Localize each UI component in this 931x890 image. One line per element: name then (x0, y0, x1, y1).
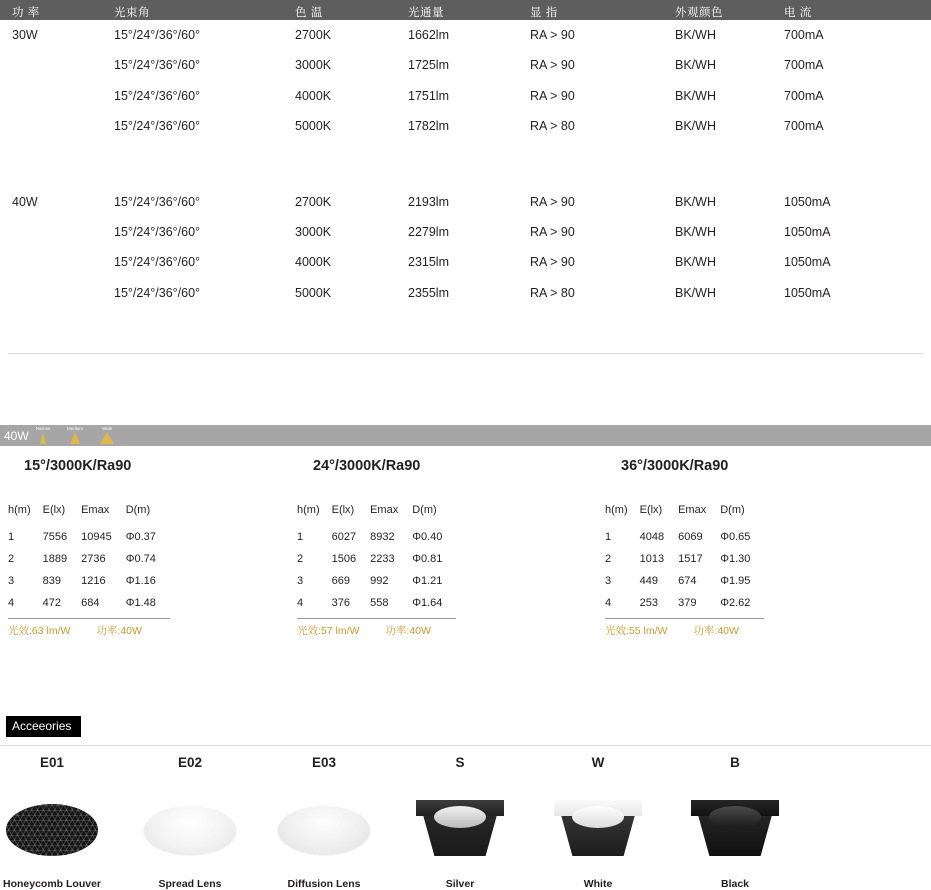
cell-cri: RA > 80 (530, 119, 575, 134)
accessories-section-label: Acceeories (6, 716, 81, 737)
accessory-item-e03[interactable] (254, 755, 394, 890)
efficacy-value: 光效:63 lm/W (8, 625, 71, 637)
cell-cct: 2700K (295, 194, 332, 209)
cell-diameter: Φ1.30 (720, 553, 751, 565)
photometrics-band (0, 425, 931, 446)
accessories-divider (0, 745, 931, 746)
cell-lumen: 2279lm (408, 224, 449, 239)
accessory-code: W (591, 755, 605, 770)
power-value: 功率:40W (693, 625, 739, 637)
col-height: h(m) (8, 504, 31, 516)
cell-height: 3 (605, 575, 612, 587)
cell-cri: RA > 90 (530, 255, 575, 270)
accessory-art (665, 798, 805, 862)
beam-wide-label: Wide (101, 426, 113, 431)
table-row (0, 187, 931, 217)
table-row (605, 526, 764, 548)
cell-beam: 15°/24°/36°/60° (114, 28, 201, 42)
diffusion-lens-icon (278, 806, 370, 854)
table-row (8, 548, 170, 570)
cell-cri: RA > 90 (530, 28, 575, 42)
cell-emax: 674 (678, 575, 697, 587)
cell-diameter: Φ0.40 (412, 531, 443, 543)
cell-height: 4 (297, 597, 304, 609)
table-row (297, 570, 456, 592)
col-emax: Emax (678, 504, 707, 516)
spec-header-current: 电 流 (784, 7, 812, 19)
cell-beam: 15°/24°/36°/60° (114, 119, 201, 134)
cell-current: 1050mA (784, 224, 831, 239)
photometric-table (297, 502, 456, 614)
cell-diameter: Φ1.48 (125, 597, 156, 609)
efficacy-line (8, 618, 170, 638)
cell-height: 4 (605, 597, 612, 609)
accessory-art (120, 798, 260, 862)
cell-cri: RA > 90 (530, 58, 575, 73)
spec-header-power: 功 率 (12, 7, 40, 19)
cell-illuminance: 472 (42, 597, 61, 609)
cell-cri: RA > 90 (530, 224, 575, 239)
cell-power: 30W (12, 28, 38, 42)
col-emax: Emax (81, 504, 110, 516)
col-height: h(m) (297, 504, 320, 516)
cell-diameter: Φ0.65 (720, 531, 751, 543)
cell-current: 700mA (784, 58, 824, 73)
cell-emax: 10945 (81, 531, 112, 543)
cell-beam: 15°/24°/36°/60° (114, 88, 201, 103)
cell-cct: 3000K (295, 58, 332, 73)
black-reflector-icon (687, 800, 783, 860)
photometric-table (605, 502, 764, 614)
cell-current: 700mA (784, 28, 824, 42)
accessory-name: Honeycomb Louver (2, 878, 102, 890)
table-row (297, 548, 456, 570)
table-group-spacer (0, 142, 931, 187)
cell-cri: RA > 90 (530, 194, 575, 209)
spec-header-cct: 色 温 (295, 7, 323, 19)
cell-lumen: 2355lm (408, 285, 449, 300)
white-reflector-icon (550, 800, 646, 860)
cell-diameter: Φ1.21 (412, 575, 443, 587)
cell-diameter: Φ0.74 (125, 553, 156, 565)
col-height: h(m) (605, 504, 628, 516)
cell-diameter: Φ2.62 (720, 597, 751, 609)
table-row (0, 50, 931, 80)
col-diameter: D(m) (720, 504, 745, 516)
cell-lumen: 1662lm (408, 28, 449, 42)
efficacy-value: 光效:57 lm/W (297, 625, 360, 637)
table-header-row (8, 502, 170, 526)
cell-emax: 2233 (370, 553, 395, 565)
accessory-code: S (455, 755, 465, 770)
col-illuminance: E(lx) (331, 504, 355, 516)
cell-color: BK/WH (675, 224, 716, 239)
silver-reflector-icon (412, 800, 508, 860)
accessory-art (254, 798, 394, 862)
cell-current: 1050mA (784, 194, 831, 209)
accessory-code: E03 (311, 755, 337, 770)
efficacy-line (605, 618, 764, 638)
cell-illuminance: 1889 (42, 553, 68, 565)
accessory-name: Diffusion Lens (287, 878, 361, 890)
accessory-item-black[interactable] (665, 755, 805, 890)
photometric-block-title: 15°/3000K/Ra90 (24, 458, 132, 474)
cell-illuminance: 376 (331, 597, 350, 609)
cell-color: BK/WH (675, 58, 716, 73)
reflector-inner-shape (572, 806, 624, 828)
cell-height: 1 (297, 531, 304, 543)
spread-lens-icon (144, 806, 236, 854)
beam-medium-label: Medium (66, 426, 83, 431)
power-value: 功率:40W (385, 625, 431, 637)
cell-cct: 4000K (295, 88, 332, 103)
cell-emax: 684 (81, 597, 100, 609)
col-diameter: D(m) (412, 504, 437, 516)
cell-color: BK/WH (675, 255, 716, 270)
table-row (0, 217, 931, 247)
cell-diameter: Φ0.37 (125, 531, 156, 543)
cell-illuminance: 6027 (331, 531, 357, 543)
table-row (605, 592, 764, 614)
cell-illuminance: 1506 (331, 553, 357, 565)
cell-current: 1050mA (784, 255, 831, 270)
spec-header-beam-angle: 光束角 (114, 7, 150, 19)
cell-diameter: Φ1.95 (720, 575, 751, 587)
spec-table-header (0, 0, 931, 20)
cell-color: BK/WH (675, 88, 716, 103)
beam-wide-icon (96, 426, 118, 444)
cell-beam: 15°/24°/36°/60° (114, 255, 201, 270)
table-row (605, 570, 764, 592)
section-divider (8, 353, 923, 354)
table-row (8, 570, 170, 592)
cell-color: BK/WH (675, 28, 716, 42)
table-header-row (297, 502, 456, 526)
accessory-item-silver[interactable] (390, 755, 530, 890)
cell-height: 1 (605, 531, 612, 543)
table-row (297, 592, 456, 614)
cell-height: 3 (297, 575, 304, 587)
cell-illuminance: 449 (639, 575, 658, 587)
cell-illuminance: 253 (639, 597, 658, 609)
cell-height: 4 (8, 597, 15, 609)
accessory-item-e02[interactable] (120, 755, 260, 890)
accessory-item-white[interactable] (528, 755, 668, 890)
spec-header-luminous-flux: 光通量 (408, 7, 444, 19)
accessory-art (390, 798, 530, 862)
cell-diameter: Φ0.81 (412, 553, 443, 565)
beam-narrow-icon (32, 426, 54, 444)
cell-emax: 8932 (370, 531, 395, 543)
cell-cct: 5000K (295, 119, 332, 134)
table-row (0, 81, 931, 111)
cell-emax: 2736 (81, 553, 106, 565)
cell-lumen: 1782lm (408, 119, 449, 134)
cell-illuminance: 669 (331, 575, 350, 587)
cell-beam: 15°/24°/36°/60° (114, 58, 201, 73)
col-diameter: D(m) (125, 504, 151, 516)
table-row (297, 526, 456, 548)
col-illuminance: E(lx) (639, 504, 663, 516)
cell-color: BK/WH (675, 119, 716, 134)
spec-header-finish-color: 外观颜色 (675, 7, 723, 19)
table-row (0, 247, 931, 277)
table-row (0, 111, 931, 141)
cell-lumen: 1725lm (408, 58, 449, 73)
efficacy-line (297, 618, 456, 638)
accessory-code: B (730, 755, 740, 770)
spec-header-cri: 显 指 (530, 7, 558, 19)
cell-cct: 2700K (295, 28, 332, 42)
table-row (0, 20, 931, 50)
cell-current: 1050mA (784, 285, 831, 300)
accessory-name: Spread Lens (158, 878, 222, 890)
table-row (0, 278, 931, 308)
cell-current: 700mA (784, 119, 824, 134)
table-row (8, 526, 170, 548)
accessory-art (0, 798, 122, 862)
cell-emax: 992 (370, 575, 389, 587)
honeycomb-louver-icon (6, 804, 98, 856)
table-header-row (605, 502, 764, 526)
cell-emax: 1216 (81, 575, 106, 587)
cell-illuminance: 7556 (42, 531, 68, 543)
cell-beam: 15°/24°/36°/60° (114, 285, 201, 300)
beam-icon-group (32, 426, 118, 444)
power-value: 功率:40W (96, 625, 142, 637)
cell-diameter: Φ1.64 (412, 597, 443, 609)
accessory-name: Black (720, 878, 750, 890)
cell-emax: 6069 (678, 531, 703, 543)
cell-emax: 558 (370, 597, 389, 609)
beam-medium-icon (64, 426, 86, 444)
cell-height: 2 (8, 553, 15, 565)
accessory-art (528, 798, 668, 862)
table-row (8, 592, 170, 614)
col-illuminance: E(lx) (42, 504, 66, 516)
reflector-inner-shape (709, 806, 761, 828)
photometric-block-title: 24°/3000K/Ra90 (313, 458, 421, 474)
table-row (605, 548, 764, 570)
cell-color: BK/WH (675, 194, 716, 209)
cell-cct: 5000K (295, 285, 332, 300)
cell-cct: 3000K (295, 224, 332, 239)
cell-cct: 4000K (295, 255, 332, 270)
cell-cri: RA > 90 (530, 88, 575, 103)
cell-beam: 15°/24°/36°/60° (114, 194, 201, 209)
photometric-block-24deg (297, 458, 456, 638)
beam-cone-shape (40, 432, 46, 444)
cell-lumen: 2193lm (408, 194, 449, 209)
accessory-code: E02 (177, 755, 203, 770)
cell-height: 3 (8, 575, 15, 587)
photometrics-band-watt: 40W (4, 429, 29, 443)
cell-illuminance: 1013 (639, 553, 665, 565)
accessory-name: Silver (445, 878, 475, 890)
cell-current: 700mA (784, 88, 824, 103)
accessory-name: White (583, 878, 613, 890)
beam-cone-shape (100, 432, 114, 444)
photometric-block-title: 36°/3000K/Ra90 (621, 458, 729, 474)
efficacy-value: 光效:55 lm/W (605, 625, 668, 637)
cell-lumen: 1751lm (408, 88, 449, 103)
cell-height: 1 (8, 531, 15, 543)
cell-lumen: 2315lm (408, 255, 449, 270)
cell-height: 2 (297, 553, 304, 565)
cell-illuminance: 4048 (639, 531, 665, 543)
cell-cri: RA > 80 (530, 285, 575, 300)
cell-beam: 15°/24°/36°/60° (114, 224, 201, 239)
accessory-item-e01[interactable] (0, 755, 122, 890)
col-emax: Emax (370, 504, 399, 516)
photometric-table (8, 502, 170, 614)
beam-cone-shape (70, 432, 80, 444)
cell-diameter: Φ1.16 (125, 575, 156, 587)
cell-illuminance: 839 (42, 575, 61, 587)
cell-emax: 1517 (678, 553, 703, 565)
reflector-inner-shape (434, 806, 486, 828)
beam-narrow-label: Narrow (35, 426, 51, 431)
photometric-block-36deg (605, 458, 764, 638)
cell-height: 2 (605, 553, 612, 565)
spec-table-body (0, 20, 931, 308)
cell-emax: 379 (678, 597, 697, 609)
accessory-code: E01 (39, 755, 65, 770)
cell-power: 40W (12, 194, 38, 209)
photometric-block-15deg (8, 458, 170, 638)
cell-color: BK/WH (675, 285, 716, 300)
